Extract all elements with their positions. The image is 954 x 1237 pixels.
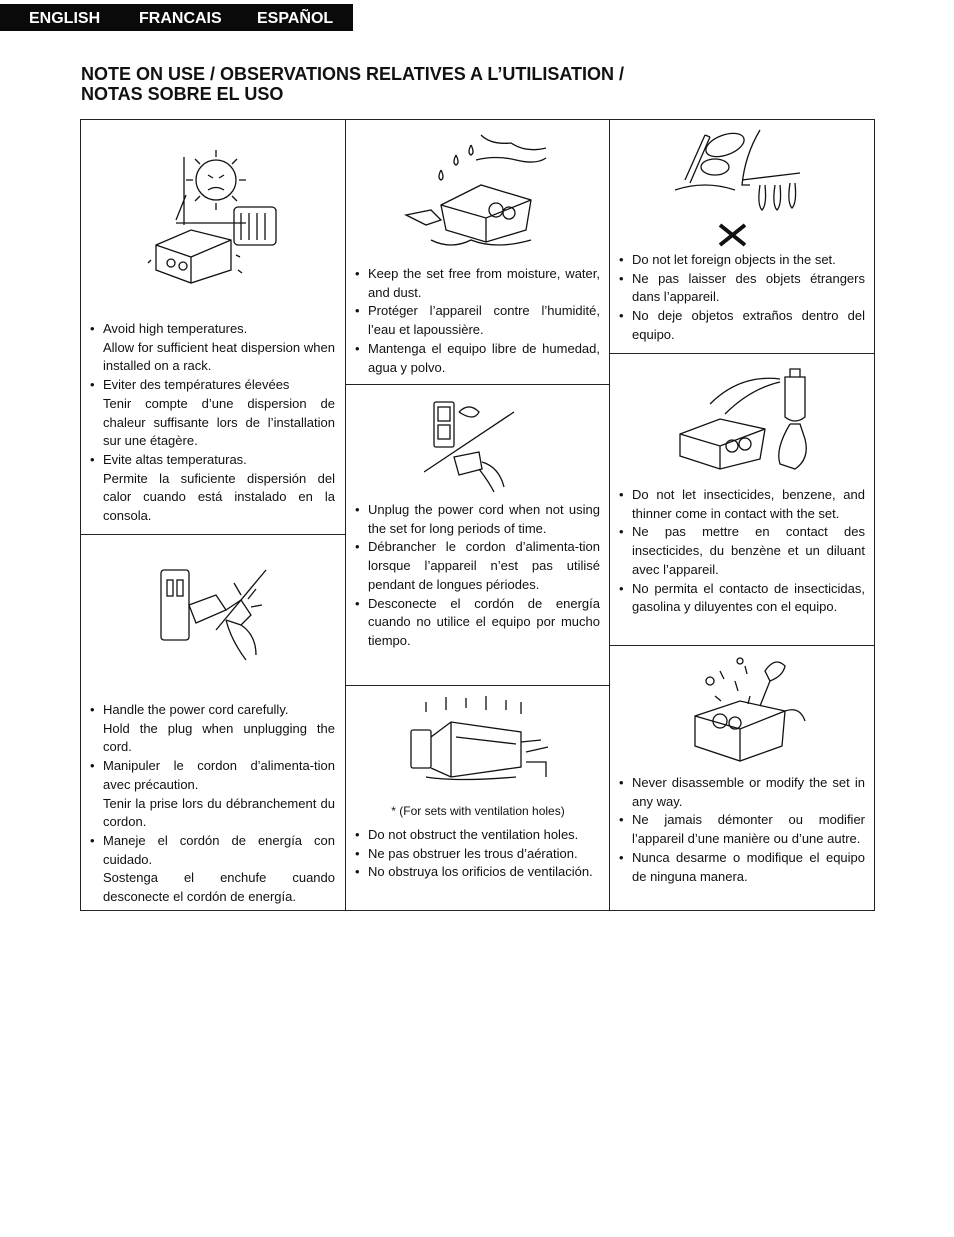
list-item: • Manipuler le cordon d’alimenta-tion avec précaution. Tenir la prise lors du débranchement du cordon. (90, 757, 335, 832)
list-item: • Maneje el cordón de energía con cuidado. Sostenga el enchufe cuando desconecte el cordón de energía. (90, 832, 335, 907)
covered-vents-icon (406, 692, 551, 787)
language-bar (0, 4, 353, 31)
list-item: • Débrancher le cordon d’alimenta-tion lorsque l’appareil n’est pas utilisé pendant de longues périodes. (355, 538, 600, 594)
note-moisture (346, 120, 610, 384)
water-dust-icon (401, 130, 551, 255)
list-item: • Handle the power cord carefully. Hold the plug when unplugging the cord. (90, 701, 335, 757)
note-disassemble (610, 646, 875, 911)
note-vent (346, 686, 610, 911)
note-cord (81, 535, 345, 911)
list-item: • Ne pas mettre en contact des insecticides, du benzène et un diluant avec l’appareil. (619, 523, 865, 579)
hand-plug-icon (156, 565, 276, 665)
list-item: • Never disassemble or modify the set in any way. (619, 774, 865, 811)
lang-francais[interactable]: FRANCAIS (139, 10, 222, 27)
notes-grid (80, 119, 875, 911)
list-item: • Ne pas laisser des objets étrangers dans l’appareil. (619, 270, 865, 307)
list-item: • Unplug the power cord when not using the set for long periods of time. (355, 501, 600, 538)
list-item: • Do not let insecticides, benzene, and thinner come in contact with the set. (619, 486, 865, 523)
list-item: • Avoid high temperatures. Allow for sufficient heat dispersion when installed on a rack. (90, 320, 335, 376)
spray-can-icon (670, 364, 820, 479)
page-title: NOTE ON USE / OBSERVATIONS RELATIVES A L’UTILISATION / NOTAS SOBRE EL USO (81, 64, 625, 104)
list-item: • Do not obstruct the ventilation holes. (355, 826, 600, 845)
lang-espanol[interactable]: ESPAÑOL (257, 10, 334, 27)
coin-nail-icon (670, 125, 820, 247)
note-unplug (346, 385, 610, 685)
list-item: • Mantenga el equipo libre de humedad, agua y polvo. (355, 340, 600, 377)
sun-heater-icon (146, 145, 281, 290)
list-item: • No obstruya los orificios de ventilación. (355, 863, 600, 882)
lang-english[interactable]: ENGLISH (29, 10, 101, 27)
list-item: • Desconecte el cordón de energía cuando no utilice el equipo por mucho tiempo. (355, 595, 600, 651)
screws-icon (690, 651, 810, 766)
note-foreign (610, 120, 875, 353)
outlet-plug-icon (424, 397, 524, 492)
note-insecticide (610, 354, 875, 645)
list-item: • No deje objetos extraños dentro del equipo. (619, 307, 865, 344)
list-item: • No permita el contacto de insecticidas, gasolina y diluyentes con el equipo. (619, 580, 865, 617)
list-item: • Eviter des températures élevées Tenir compte d’une dispersion de chaleur suffisante lors de l’installation sur une étagère. (90, 376, 335, 451)
vent-note: * (For sets with ventilation holes) (391, 804, 565, 818)
note-heat (81, 120, 345, 534)
list-item: • Nunca desarme o modifique el equipo de ninguna manera. (619, 849, 865, 886)
list-item: • Protéger l’appareil contre l’humidité, l’eau et lapoussière. (355, 302, 600, 339)
list-item: • Keep the set free from moisture, water, and dust. (355, 265, 600, 302)
list-item: • Do not let foreign objects in the set. (619, 251, 865, 270)
list-item: • Ne pas obstruer les trous d’aération. (355, 845, 600, 864)
list-item: • Evite altas temperaturas. Permite la suficiente dispersión del calor cuando está instalado en la consola. (90, 451, 335, 526)
list-item: • Ne jamais démonter ou modifier l’appareil d’une manière ou d’une autre. (619, 811, 865, 848)
